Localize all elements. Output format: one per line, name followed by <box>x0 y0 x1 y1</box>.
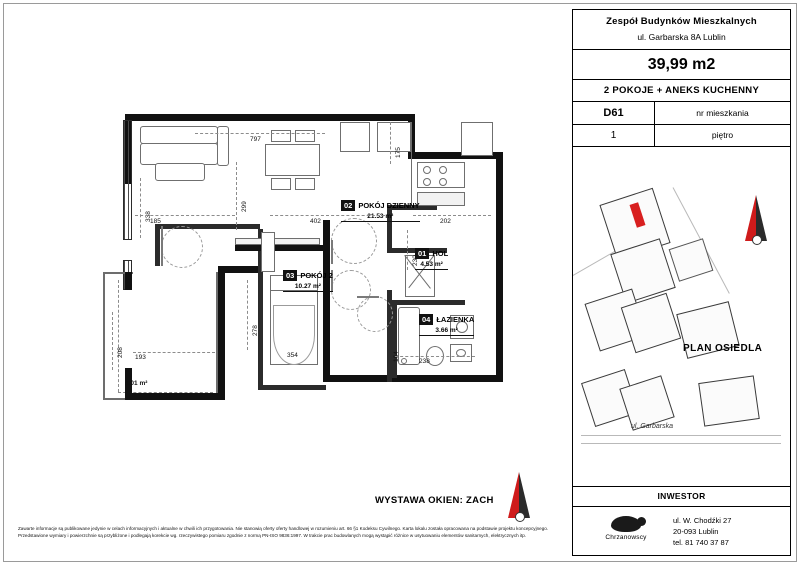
sideboard <box>235 238 320 245</box>
sofa-back <box>140 126 218 144</box>
room-number: 03 <box>283 270 297 281</box>
door-arc-bathroom <box>357 296 393 332</box>
sofa-arm <box>217 126 229 166</box>
investor-phone: tel. 81 740 37 87 <box>673 538 729 547</box>
wall-balcony-right <box>218 272 225 400</box>
balcony-area-label: 4.01 m² <box>125 380 148 387</box>
investor-city: 20-093 Lublin <box>673 527 719 536</box>
dim-line-402 <box>270 215 385 216</box>
wall-livingroom-south <box>235 245 325 251</box>
appliance-box-2 <box>377 122 411 152</box>
project-title: Zespół Budynków Mieszkalnych <box>606 16 757 27</box>
dim-338: 338 <box>145 211 152 222</box>
wall-window-west <box>123 120 132 240</box>
dim-185: 185 <box>150 218 161 225</box>
hob-burner-2 <box>439 166 447 174</box>
kitchen-cabinet <box>461 122 493 156</box>
chair-2 <box>295 130 315 142</box>
dim-402: 402 <box>310 218 321 225</box>
bathtub-drain <box>401 358 407 364</box>
dim-line-202 <box>413 215 491 216</box>
appliance-box-1 <box>340 122 370 152</box>
sofa-chaise <box>155 163 205 181</box>
dim-164: 164 <box>393 351 400 362</box>
apartment-number-row <box>573 102 790 125</box>
balcony-edge-left <box>103 272 105 400</box>
door-leaf-bathroom <box>357 296 379 298</box>
door-arc-entry <box>161 226 203 268</box>
dim-202: 202 <box>440 218 451 225</box>
investor-logo <box>587 516 665 541</box>
dim-238: 238 <box>419 358 430 365</box>
dim-230: 230 <box>412 255 419 266</box>
site-building-9 <box>669 238 714 281</box>
investor-header: INWESTOR <box>573 487 790 507</box>
dim-line-185 <box>135 215 235 216</box>
compass-rose-site <box>745 195 767 241</box>
dim-278: 278 <box>252 325 259 336</box>
project-title-block <box>573 10 790 50</box>
chair-4 <box>295 178 315 190</box>
site-building-8 <box>698 375 760 426</box>
investor-address <box>673 515 731 548</box>
info-panel <box>572 9 791 556</box>
wall-balcony-head <box>218 266 263 273</box>
dim-797: 797 <box>250 136 261 143</box>
wall-bottom-left <box>125 393 225 400</box>
room-area: 21.53 m² <box>367 213 394 220</box>
floor-label: piętro <box>711 130 734 140</box>
dim-354: 354 <box>287 352 298 359</box>
wall-left-balcony-top <box>125 272 132 290</box>
room-area: 4.53 m² <box>420 261 443 268</box>
investor-block <box>573 507 790 555</box>
dim-line-193 <box>133 352 215 353</box>
dim-line-299 <box>236 162 237 230</box>
wall-partition-hall-v <box>155 224 160 266</box>
door-arc-living <box>331 218 377 264</box>
legal-disclaimer: Zawarte informacje są publikowane jedynie w celach informacyjnych i aktualne w chwili ich przygotowania. Nie stanowią oferty oferty handlowej w rozumieniu art. 66 §1 Kodeksu Cywilnego. Karta lokalu została opracowana na podstawie projektu koncepcyjnego. Przedstawione wymiary i powierzchnie są przybliżone i podlegają korekcie wg. rzeczywistego pomiaru zgodnie z normą PN-ISO 9836:1997. W trakcie prac budowlanych mogą wystąpić różnice w usytuowaniu elementów sanitarnych, elektrycznych itp. <box>18 526 549 539</box>
dining-table <box>265 144 320 176</box>
site-plan <box>573 147 790 487</box>
room-tag-bathroom <box>419 314 474 336</box>
compass-rose-plan <box>508 472 530 518</box>
hob-burner-3 <box>423 178 431 186</box>
room-number: 04 <box>419 314 433 325</box>
dim-208: 208 <box>117 347 124 358</box>
dim-line-338 <box>140 178 141 238</box>
wardrobe <box>261 232 275 272</box>
apartment-area: 39,99 m2 <box>573 50 790 80</box>
room-area: 10.27 m² <box>294 283 321 290</box>
room-name: HOL <box>432 249 449 258</box>
apartment-floor-plan <box>95 100 535 430</box>
room-number: 02 <box>341 200 355 211</box>
project-address: ul. Garbarska 8A Lublin <box>637 32 726 42</box>
room-name: POKÓJ DZIENNY <box>358 201 420 210</box>
dim-line-208 <box>112 312 113 370</box>
wall-bath-top <box>387 300 465 305</box>
dim-193: 193 <box>135 354 146 361</box>
investor-street: ul. W. Chodźki 27 <box>673 516 732 525</box>
room-tag-room2 <box>283 270 333 292</box>
wall-bottom-right <box>330 375 503 382</box>
hob-burner-4 <box>439 178 447 186</box>
road-garbarska <box>581 435 781 436</box>
balcony-inner-line <box>118 280 119 392</box>
door-leaf-living <box>331 240 333 264</box>
room-number: 01 <box>415 248 429 259</box>
wall-right <box>496 152 503 382</box>
apartment-layout: 2 POKOJE + ANEKS KUCHENNY <box>573 80 790 102</box>
floor-row <box>573 125 790 147</box>
road-garbarska-2 <box>581 443 781 444</box>
dim-line-278 <box>247 280 248 350</box>
floor-number: 1 <box>573 125 655 146</box>
dim-175: 175 <box>395 147 402 158</box>
kitchen-line <box>411 122 412 207</box>
street-name-label: ul. Garbarska <box>631 423 674 430</box>
wall-room2-bottom <box>258 385 326 390</box>
apartment-number: D61 <box>573 102 655 124</box>
dim-line-230 <box>407 230 408 270</box>
room-name: ŁAZIENKA <box>436 315 475 324</box>
hob-burner-1 <box>423 166 431 174</box>
bird-icon <box>611 516 641 532</box>
apartment-number-label: nr mieszkania <box>696 108 749 118</box>
dim-line-175 <box>390 122 391 164</box>
site-plan-label: PLAN OSIEDLA <box>683 343 763 354</box>
windows-orientation-label: WYSTAWA OKIEN: ZACH <box>375 495 494 506</box>
room-tag-living <box>341 200 420 222</box>
chair-3 <box>271 178 291 190</box>
sofa-seat <box>140 143 218 165</box>
kitchen-counter <box>417 192 465 206</box>
door-leaf-entry <box>161 226 163 266</box>
wall-top <box>125 114 415 121</box>
investor-logo-name: Chrzanowscy <box>605 534 647 541</box>
room-area: 3.66 m² <box>435 327 458 334</box>
room-tag-hall <box>415 248 448 270</box>
dim-line-238 <box>395 356 475 357</box>
dim-line-797 <box>195 133 325 134</box>
chair-1 <box>271 130 291 142</box>
room-name: POKÓJ 2 <box>300 271 333 280</box>
dim-299: 299 <box>241 201 248 212</box>
